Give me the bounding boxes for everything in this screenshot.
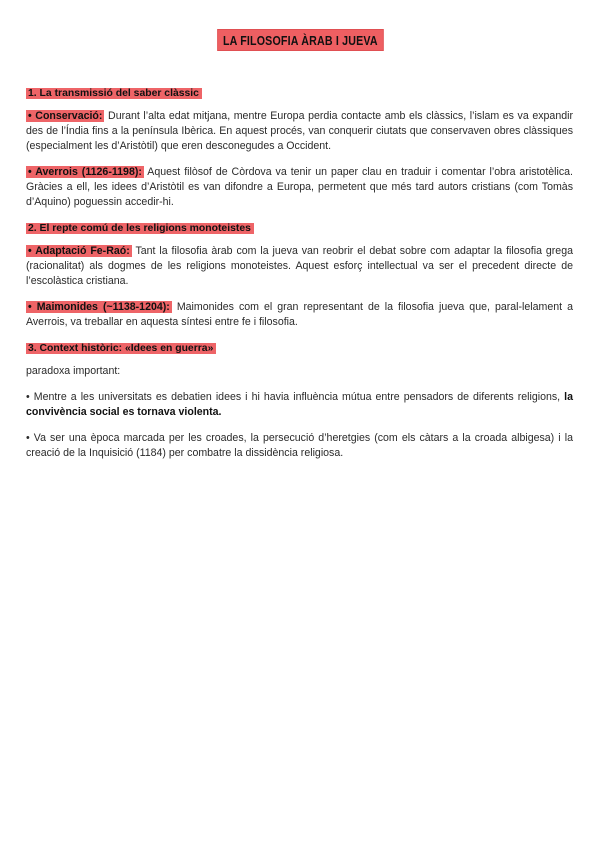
bullet-croades — [26, 431, 573, 461]
paragraph-label: • Conservació: — [28, 110, 103, 122]
bullet-text: • Va ser una època marcada per les croades, la persecució d’heretgies (com els càtars a la croada albigesa) i la creació de la Inquisició (1184) per combatre la dissidència religiosa. — [26, 432, 573, 459]
paragraph-label: • Averrois (1126-1198): — [28, 166, 142, 178]
section-heading-2 — [26, 221, 573, 236]
paragraph-adaptacio — [26, 244, 573, 289]
paragraph-averrois — [26, 165, 573, 210]
paragraph-label: • Maimonides (~1138-1204): — [28, 301, 170, 313]
section-heading-label: 3. Context històric: «Idees en guerra» — [26, 343, 216, 354]
bullet-universitats — [26, 390, 573, 420]
section-heading-1 — [26, 86, 573, 101]
paragraph-text: Maimonides com el gran representant de la filosofia jueva que, paral-lelament a Averrois, va treballar en aquesta síntesi entre fe i filosofia. — [26, 301, 573, 328]
paragraph-conservacio — [26, 109, 573, 154]
section-heading-label: 1. La transmissió del saber clàssic — [26, 88, 202, 99]
paragraph-text: Aquest filòsof de Còrdova va tenir un paper clau en traduir i comentar l’obra aristotèlica. Gràcies a ell, les idees d’Aristòtil es van difondre a Europa, permetent que més tard autors cristians (com Tomàs d’Aquino) poguessin accedir-hi. — [26, 166, 573, 208]
paragraph-maimonides — [26, 300, 573, 330]
paragraph-text: Tant la filosofia àrab com la jueva van reobrir el debat sobre com adaptar la filosofia grega (racionalitat) als dogmes de les religions monoteistes. Aquest esforç intellectual va ser el precedent directe de l’escolàstica cristiana. — [26, 245, 573, 287]
document-body — [26, 86, 573, 472]
section-heading-3 — [26, 341, 573, 356]
paragraph-label: • Adaptació Fe-Raó: — [28, 245, 130, 257]
title-container — [0, 29, 600, 51]
paragraph-intro — [26, 364, 573, 379]
intro-text: paradoxa important: — [26, 365, 121, 377]
page-title: LA FILOSOFIA ÀRAB I JUEVA — [217, 29, 383, 51]
bullet-text: • Mentre a les universitats es debatien idees i hi havia influència mútua entre pensadors de diferents religions, — [26, 391, 565, 403]
bullet-bold-text: la convivència social es tornava violenta. — [26, 391, 573, 418]
paragraph-text: Durant l’alta edat mitjana, mentre Europa perdia contacte amb els clàssics, l’islam es va expandir des de l’Índia fins a la península Ibèrica. En aquest procés, van conquerir ciutats que conservaven obres clàssiques (especialment les d’Aristòtil) que eren desconegudes a Occident. — [26, 110, 573, 152]
section-heading-label: 2. El repte comú de les religions monoteistes — [26, 223, 254, 234]
